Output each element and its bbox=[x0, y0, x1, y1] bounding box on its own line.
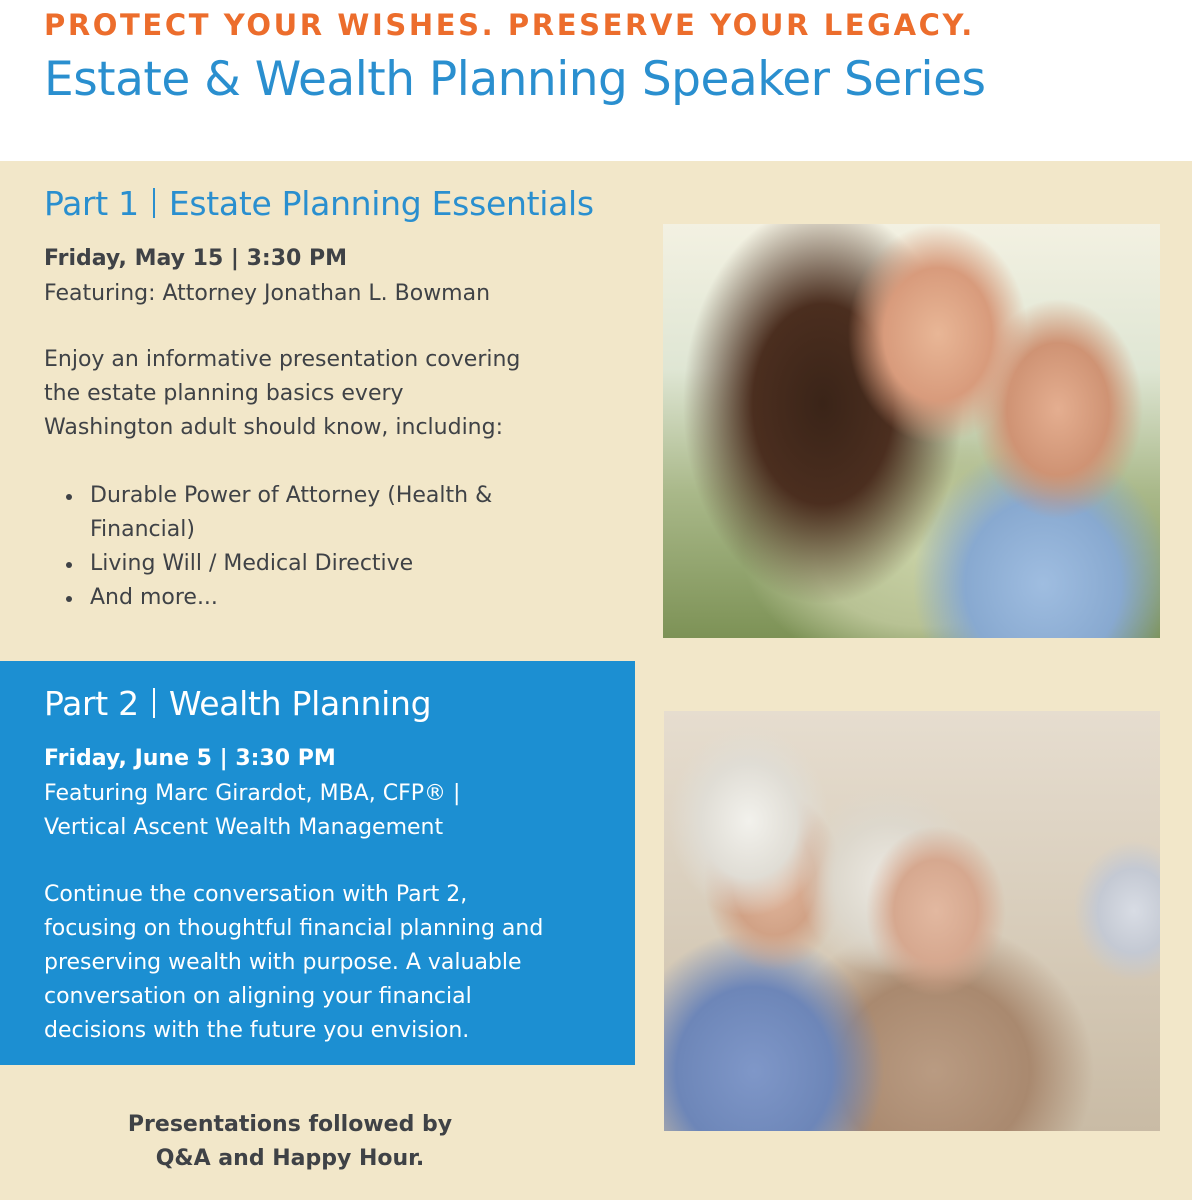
list-item bbox=[64, 547, 492, 581]
closing-line: Presentations followed by bbox=[127, 1112, 453, 1137]
page-title: Estate & Wealth Planning Speaker Series bbox=[44, 52, 986, 107]
part1-label: Part 1 bbox=[44, 184, 139, 223]
list-item-text: And more... bbox=[90, 585, 218, 610]
tagline: PROTECT YOUR WISHES. PRESERVE YOUR LEGACY. bbox=[44, 8, 975, 42]
part2-description-line: decisions with the future you envision. bbox=[44, 1018, 470, 1043]
part2-featuring-line: Vertical Ascent Wealth Management bbox=[44, 815, 444, 840]
bullet-icon bbox=[66, 562, 72, 568]
part1-description bbox=[44, 343, 520, 445]
part1-heading bbox=[44, 184, 594, 223]
senior-couple-photo bbox=[664, 711, 1160, 1131]
part2-description-line: conversation on aligning your financial bbox=[44, 984, 472, 1009]
closing-line: Q&A and Happy Hour. bbox=[155, 1146, 425, 1171]
list-item-text: Durable Power of Attorney (Health & bbox=[90, 483, 493, 508]
heading-separator bbox=[153, 688, 155, 718]
part1-description-line: the estate planning basics every bbox=[44, 381, 404, 406]
couple-photo bbox=[663, 224, 1160, 638]
part2-label: Part 2 bbox=[44, 684, 139, 723]
part1-featuring: Featuring: Attorney Jonathan L. Bowman bbox=[44, 281, 491, 306]
bullet-icon bbox=[66, 596, 72, 602]
part2-title: Wealth Planning bbox=[168, 684, 432, 723]
list-item-text: Financial) bbox=[90, 517, 195, 542]
part1-topics-list bbox=[64, 479, 492, 615]
part1-date: Friday, May 15 | 3:30 PM bbox=[44, 246, 348, 271]
heading-separator bbox=[153, 188, 155, 218]
part2-description bbox=[44, 878, 543, 1048]
part2-date: Friday, June 5 | 3:30 PM bbox=[44, 746, 336, 771]
list-item bbox=[64, 479, 492, 547]
part2-heading bbox=[44, 684, 431, 723]
part2-featuring bbox=[44, 777, 460, 845]
part2-description-line: Continue the conversation with Part 2, bbox=[44, 882, 468, 907]
bullet-icon bbox=[66, 494, 72, 500]
part2-featuring-line: Featuring Marc Girardot, MBA, CFP® | bbox=[44, 781, 461, 806]
list-item bbox=[64, 581, 492, 615]
part1-description-line: Enjoy an informative presentation covering bbox=[44, 347, 521, 372]
part2-description-line: focusing on thoughtful financial planning and bbox=[44, 916, 544, 941]
part1-title: Estate Planning Essentials bbox=[168, 184, 594, 223]
part1-description-line: Washington adult should know, including: bbox=[44, 415, 504, 440]
part2-description-line: preserving wealth with purpose. A valuable bbox=[44, 950, 522, 975]
list-item-text: Living Will / Medical Directive bbox=[90, 551, 414, 576]
closing-note bbox=[120, 1108, 460, 1176]
